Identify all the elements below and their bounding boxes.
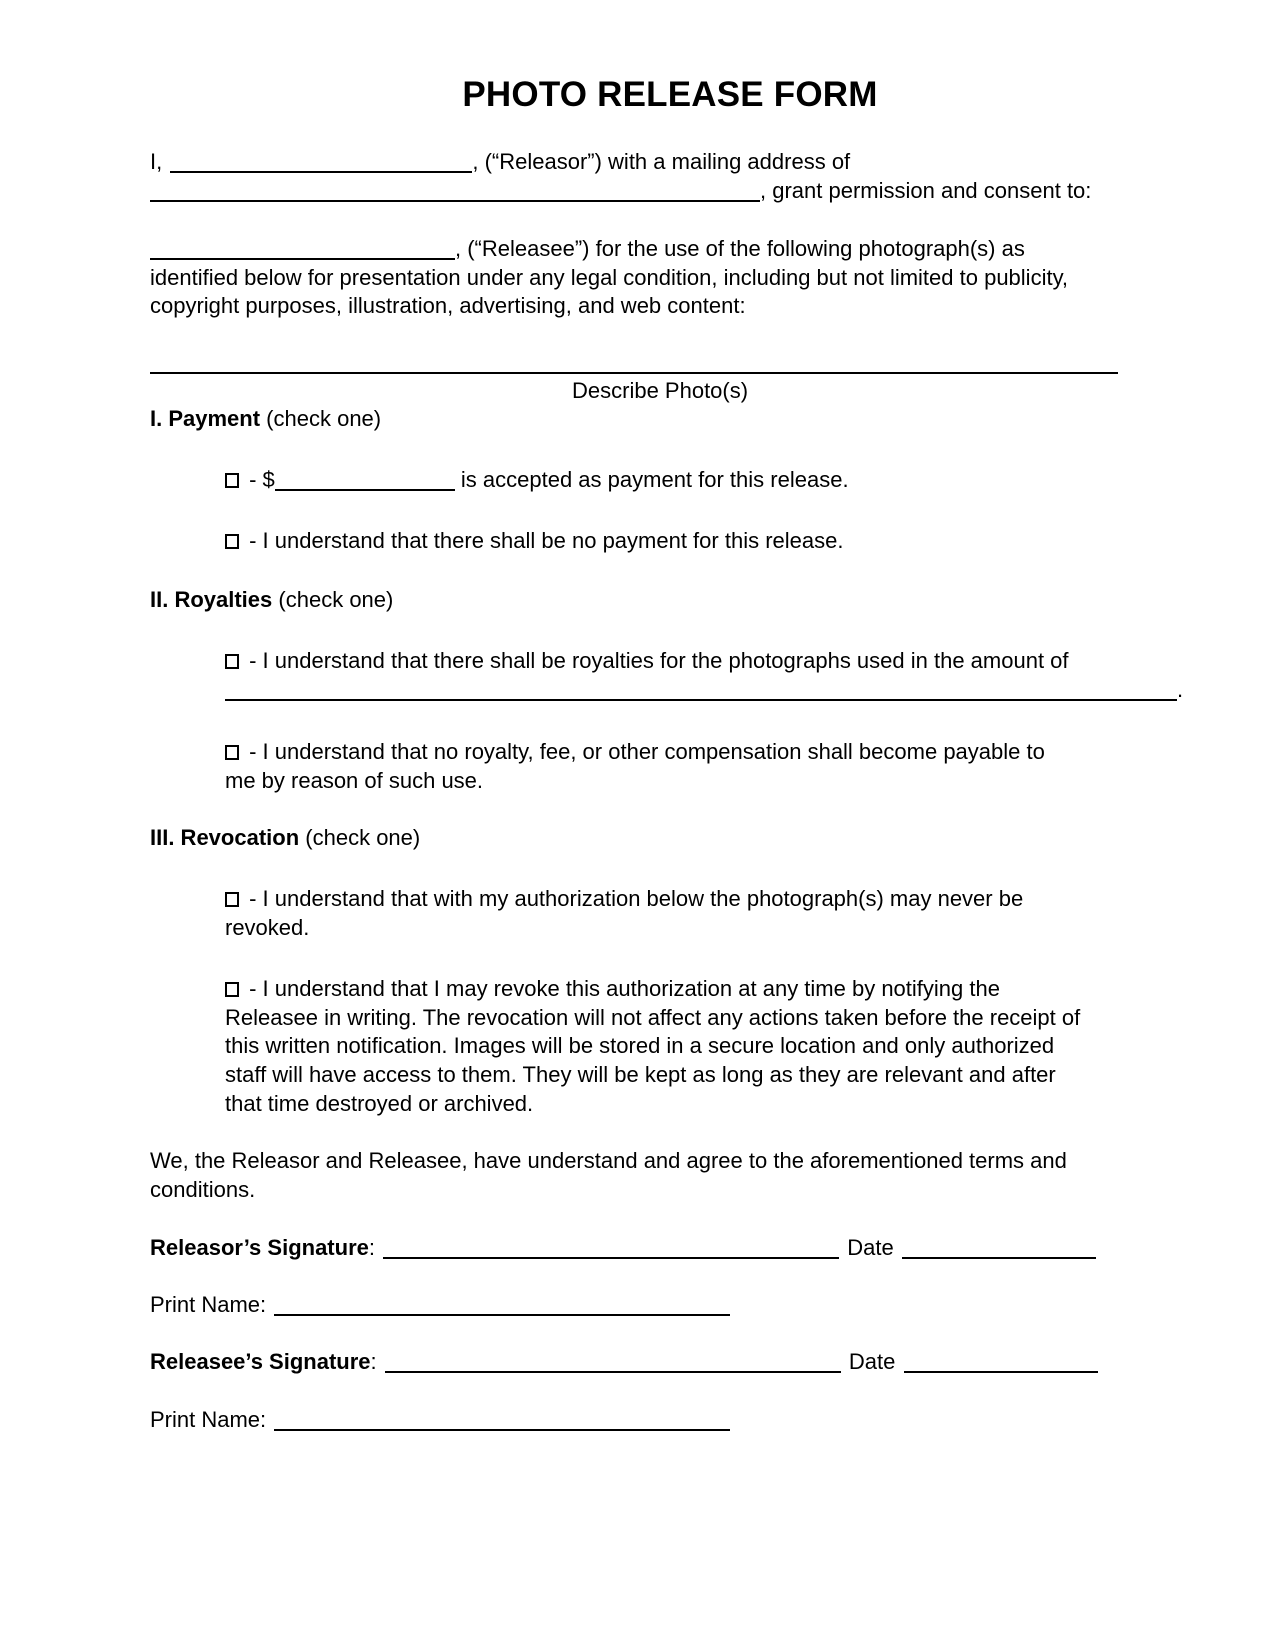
royalties-amount-field[interactable]: [225, 677, 1177, 701]
releasor-name-field[interactable]: [170, 149, 472, 173]
revocation-text-line: that time destroyed or archived.: [225, 1091, 534, 1116]
releasor-print-name-row: Print Name:: [150, 1290, 730, 1319]
payment-amount-field[interactable]: [275, 467, 455, 491]
releasee-signature-field[interactable]: [385, 1349, 841, 1373]
checkbox-payment-none[interactable]: [225, 534, 239, 549]
releasor-signature-field[interactable]: [383, 1235, 839, 1259]
revocation-option-never-cont: revoked.: [225, 915, 310, 940]
releasee-print-name-row: Print Name:: [150, 1405, 730, 1434]
releasor-print-name-field[interactable]: [274, 1292, 730, 1316]
royalties-option-amount: - I understand that there shall be royalties for the photographs used in the amount of: [225, 646, 1069, 675]
royalties-amount-line: .: [225, 675, 1183, 704]
intro-text-line: identified below for presentation under any legal condition, including but not limited to publicity,: [150, 265, 1069, 290]
revocation-text-line: this written notification. Images will be stored in a secure location and only authorized: [225, 1033, 1055, 1058]
revocation-text-line: staff will have access to them. They will be kept as long as they are relevant and after: [225, 1062, 1056, 1087]
agreement-text: We, the Releasor and Releasee, have understand and agree to the aforementioned terms and: [150, 1148, 1067, 1173]
royalties-option-none: - I understand that no royalty, fee, or other compensation shall become payable to: [225, 737, 1045, 766]
releasee-print-name-field[interactable]: [274, 1407, 730, 1431]
checkbox-royalties-none[interactable]: [225, 745, 239, 760]
releasor-intro-line: I, , (“Releasor”) with a mailing address of: [150, 149, 851, 174]
describe-photos-field[interactable]: [150, 372, 1118, 374]
page-title: PHOTO RELEASE FORM: [462, 75, 878, 114]
payment-option-amount: - $ is accepted as payment for this release.: [225, 465, 849, 494]
releasor-signature-row: Releasor’s Signature: Date: [150, 1233, 1096, 1262]
revocation-option-never: - I understand that with my authorization below the photograph(s) may never be: [225, 884, 1023, 913]
releasee-date-field[interactable]: [904, 1349, 1098, 1373]
revocation-option-revocable: - I understand that I may revoke this authorization at any time by notifying the: [225, 974, 1000, 1003]
intro-text-line: copyright purposes, illustration, advertising, and web content:: [150, 293, 746, 318]
describe-photos-label: Describe Photo(s): [572, 378, 749, 403]
releasee-signature-row: Releasee’s Signature: Date: [150, 1347, 1098, 1376]
releasee-name-field[interactable]: [150, 236, 455, 260]
releasee-intro-line: , (“Releasee”) for the use of the following photograph(s) as: [150, 234, 1025, 263]
checkbox-payment-amount[interactable]: [225, 473, 239, 488]
section-heading-payment: I. Payment (check one): [150, 406, 382, 431]
checkbox-revocation-revocable[interactable]: [225, 982, 239, 997]
section-heading-royalties: II. Royalties (check one): [150, 587, 394, 612]
royalties-option-none-cont: me by reason of such use.: [225, 768, 484, 793]
releasor-date-field[interactable]: [902, 1235, 1096, 1259]
mailing-address-line: , grant permission and consent to:: [150, 176, 1091, 205]
mailing-address-field[interactable]: [150, 178, 760, 202]
section-heading-revocation: III. Revocation (check one): [150, 825, 421, 850]
checkbox-royalties-amount[interactable]: [225, 654, 239, 669]
revocation-text-line: Releasee in writing. The revocation will not affect any actions taken before the receipt of: [225, 1005, 1081, 1030]
agreement-text-cont: conditions.: [150, 1177, 256, 1202]
checkbox-revocation-never[interactable]: [225, 892, 239, 907]
payment-option-none: - I understand that there shall be no payment for this release.: [225, 526, 843, 555]
